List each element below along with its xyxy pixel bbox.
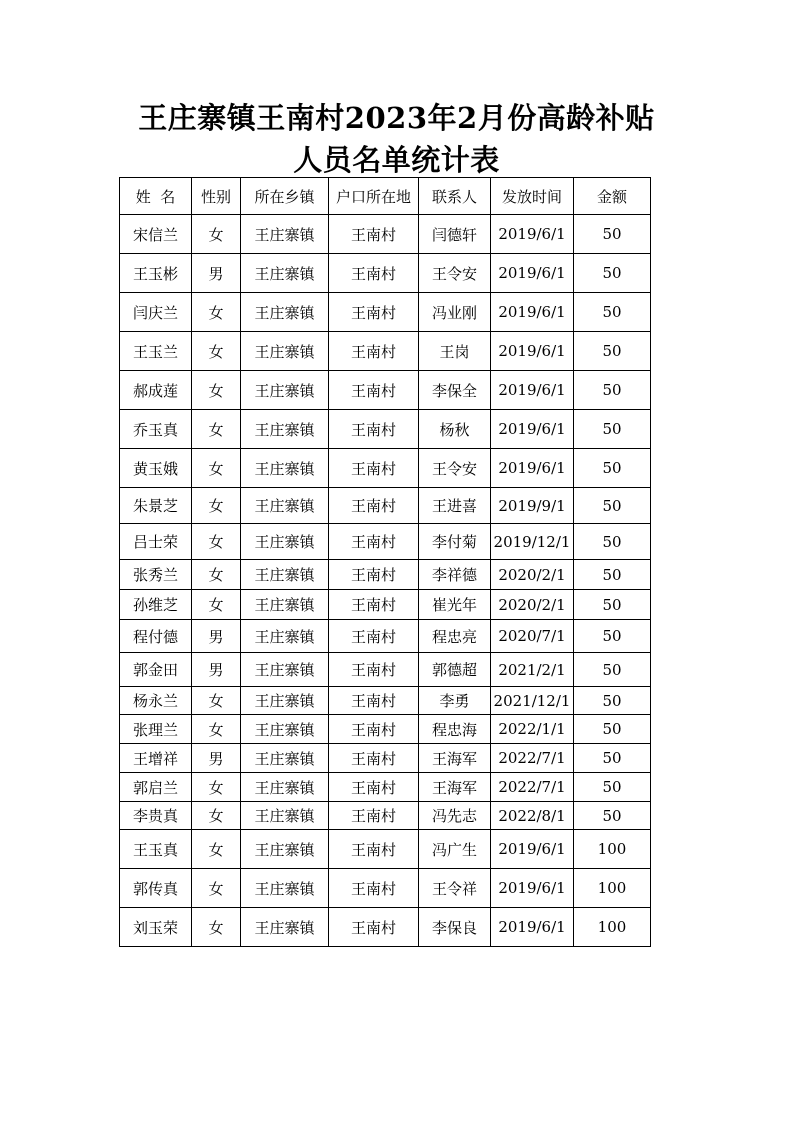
cell-gender: 女 [192,410,241,449]
cell-amount: 50 [574,524,651,560]
cell-amount: 100 [574,830,651,869]
cell-name: 黄玉娥 [120,449,192,488]
table-row [120,488,651,524]
cell-contact-person: 冯广生 [419,830,491,869]
cell-registered-residence: 王南村 [329,802,419,830]
cell-township: 王庄寨镇 [241,653,329,687]
cell-name: 吕士荣 [120,524,192,560]
cell-contact-person: 冯先志 [419,802,491,830]
cell-amount: 50 [574,773,651,802]
cell-issue-date: 2019/9/1 [491,488,574,524]
column-header-issue-date: 发放时间 [491,178,574,215]
cell-issue-date: 2022/7/1 [491,744,574,773]
table-row [120,653,651,687]
cell-gender: 女 [192,332,241,371]
cell-contact-person: 程忠海 [419,715,491,744]
cell-amount: 50 [574,449,651,488]
cell-amount: 50 [574,590,651,620]
cell-amount: 50 [574,687,651,715]
cell-gender: 女 [192,773,241,802]
cell-name: 孙维芝 [120,590,192,620]
cell-township: 王庄寨镇 [241,908,329,947]
cell-issue-date: 2020/2/1 [491,560,574,590]
table-row [120,744,651,773]
cell-registered-residence: 王南村 [329,773,419,802]
cell-gender: 女 [192,908,241,947]
table-row [120,773,651,802]
cell-gender: 女 [192,293,241,332]
cell-issue-date: 2019/6/1 [491,215,574,254]
cell-issue-date: 2022/7/1 [491,773,574,802]
cell-amount: 50 [574,215,651,254]
cell-contact-person: 程忠亮 [419,620,491,653]
cell-gender: 女 [192,590,241,620]
cell-contact-person: 李保全 [419,371,491,410]
cell-registered-residence: 王南村 [329,590,419,620]
cell-registered-residence: 王南村 [329,410,419,449]
cell-issue-date: 2021/12/1 [491,687,574,715]
cell-issue-date: 2019/6/1 [491,908,574,947]
cell-contact-person: 李付菊 [419,524,491,560]
cell-township: 王庄寨镇 [241,332,329,371]
cell-registered-residence: 王南村 [329,332,419,371]
table-row [120,869,651,908]
cell-gender: 女 [192,687,241,715]
cell-name: 王玉彬 [120,254,192,293]
cell-registered-residence: 王南村 [329,744,419,773]
cell-registered-residence: 王南村 [329,254,419,293]
cell-contact-person: 李勇 [419,687,491,715]
cell-registered-residence: 王南村 [329,830,419,869]
cell-contact-person: 王岗 [419,332,491,371]
cell-gender: 女 [192,488,241,524]
cell-issue-date: 2019/6/1 [491,254,574,293]
cell-gender: 女 [192,869,241,908]
cell-contact-person: 崔光年 [419,590,491,620]
cell-name: 李贵真 [120,802,192,830]
cell-township: 王庄寨镇 [241,371,329,410]
cell-name: 郝成莲 [120,371,192,410]
cell-gender: 女 [192,802,241,830]
cell-issue-date: 2019/6/1 [491,371,574,410]
cell-issue-date: 2020/7/1 [491,620,574,653]
table-row [120,715,651,744]
cell-issue-date: 2019/6/1 [491,410,574,449]
cell-township: 王庄寨镇 [241,215,329,254]
table-body [120,215,651,947]
cell-gender: 女 [192,449,241,488]
cell-issue-date: 2020/2/1 [491,590,574,620]
cell-registered-residence: 王南村 [329,653,419,687]
cell-registered-residence: 王南村 [329,687,419,715]
column-header-township: 所在乡镇 [241,178,329,215]
cell-amount: 50 [574,254,651,293]
subsidy-roster-table [119,177,651,947]
cell-registered-residence: 王南村 [329,869,419,908]
cell-amount: 50 [574,653,651,687]
cell-township: 王庄寨镇 [241,449,329,488]
cell-registered-residence: 王南村 [329,293,419,332]
cell-registered-residence: 王南村 [329,524,419,560]
cell-amount: 50 [574,332,651,371]
document-title-line-1: 王庄寨镇王南村2023年2月份高龄补贴 [138,101,655,135]
cell-amount: 50 [574,488,651,524]
cell-issue-date: 2019/12/1 [491,524,574,560]
table-row [120,215,651,254]
cell-name: 张理兰 [120,715,192,744]
cell-issue-date: 2022/1/1 [491,715,574,744]
cell-township: 王庄寨镇 [241,744,329,773]
cell-contact-person: 李保良 [419,908,491,947]
cell-contact-person: 王海军 [419,773,491,802]
cell-amount: 50 [574,715,651,744]
cell-registered-residence: 王南村 [329,488,419,524]
cell-name: 刘玉荣 [120,908,192,947]
cell-amount: 100 [574,869,651,908]
cell-township: 王庄寨镇 [241,830,329,869]
cell-issue-date: 2021/2/1 [491,653,574,687]
cell-gender: 女 [192,830,241,869]
cell-contact-person: 冯业刚 [419,293,491,332]
table-row [120,449,651,488]
cell-gender: 女 [192,524,241,560]
cell-gender: 男 [192,254,241,293]
cell-name: 王增祥 [120,744,192,773]
cell-township: 王庄寨镇 [241,715,329,744]
cell-township: 王庄寨镇 [241,524,329,560]
cell-name: 乔玉真 [120,410,192,449]
cell-amount: 50 [574,371,651,410]
column-header-name: 姓 名 [120,178,192,215]
cell-name: 郭启兰 [120,773,192,802]
cell-name: 郭传真 [120,869,192,908]
cell-township: 王庄寨镇 [241,560,329,590]
cell-contact-person: 闫德轩 [419,215,491,254]
cell-contact-person: 李祥德 [419,560,491,590]
document-title-line-2: 人员名单统计表 [293,143,500,177]
table-row [120,410,651,449]
cell-contact-person: 杨秋 [419,410,491,449]
cell-name: 王玉真 [120,830,192,869]
cell-gender: 女 [192,560,241,590]
cell-gender: 男 [192,620,241,653]
table-row [120,371,651,410]
table-row [120,687,651,715]
table-row [120,332,651,371]
cell-name: 闫庆兰 [120,293,192,332]
cell-amount: 50 [574,802,651,830]
column-header-registered-residence: 户口所在地 [329,178,419,215]
cell-gender: 男 [192,653,241,687]
cell-name: 朱景芝 [120,488,192,524]
cell-amount: 50 [574,560,651,590]
cell-amount: 50 [574,744,651,773]
cell-issue-date: 2019/6/1 [491,869,574,908]
cell-name: 郭金田 [120,653,192,687]
cell-gender: 女 [192,371,241,410]
cell-contact-person: 王海军 [419,744,491,773]
cell-registered-residence: 王南村 [329,371,419,410]
table-row [120,830,651,869]
cell-gender: 男 [192,744,241,773]
cell-registered-residence: 王南村 [329,449,419,488]
cell-name: 宋信兰 [120,215,192,254]
cell-issue-date: 2019/6/1 [491,332,574,371]
cell-registered-residence: 王南村 [329,908,419,947]
cell-contact-person: 王令安 [419,449,491,488]
table-row [120,620,651,653]
cell-contact-person: 王令安 [419,254,491,293]
cell-gender: 女 [192,715,241,744]
cell-issue-date: 2019/6/1 [491,293,574,332]
cell-name: 张秀兰 [120,560,192,590]
table-row [120,293,651,332]
cell-township: 王庄寨镇 [241,773,329,802]
cell-amount: 50 [574,410,651,449]
column-header-gender: 性别 [192,178,241,215]
cell-registered-residence: 王南村 [329,620,419,653]
cell-township: 王庄寨镇 [241,687,329,715]
cell-township: 王庄寨镇 [241,590,329,620]
cell-township: 王庄寨镇 [241,802,329,830]
cell-township: 王庄寨镇 [241,488,329,524]
cell-township: 王庄寨镇 [241,620,329,653]
cell-issue-date: 2019/6/1 [491,449,574,488]
cell-township: 王庄寨镇 [241,293,329,332]
cell-township: 王庄寨镇 [241,410,329,449]
cell-name: 王玉兰 [120,332,192,371]
cell-issue-date: 2022/8/1 [491,802,574,830]
cell-issue-date: 2019/6/1 [491,830,574,869]
table-row [120,524,651,560]
cell-registered-residence: 王南村 [329,560,419,590]
cell-amount: 50 [574,620,651,653]
cell-contact-person: 郭德超 [419,653,491,687]
cell-gender: 女 [192,215,241,254]
table-row [120,560,651,590]
column-header-amount: 金额 [574,178,651,215]
table-row [120,802,651,830]
table-row [120,254,651,293]
cell-contact-person: 王令祥 [419,869,491,908]
column-header-contact-person: 联系人 [419,178,491,215]
cell-amount: 50 [574,293,651,332]
cell-registered-residence: 王南村 [329,215,419,254]
cell-township: 王庄寨镇 [241,869,329,908]
table-row [120,908,651,947]
cell-name: 程付德 [120,620,192,653]
table-header-row [120,178,651,215]
cell-township: 王庄寨镇 [241,254,329,293]
cell-amount: 100 [574,908,651,947]
table-row [120,590,651,620]
cell-registered-residence: 王南村 [329,715,419,744]
cell-contact-person: 王进喜 [419,488,491,524]
cell-name: 杨永兰 [120,687,192,715]
